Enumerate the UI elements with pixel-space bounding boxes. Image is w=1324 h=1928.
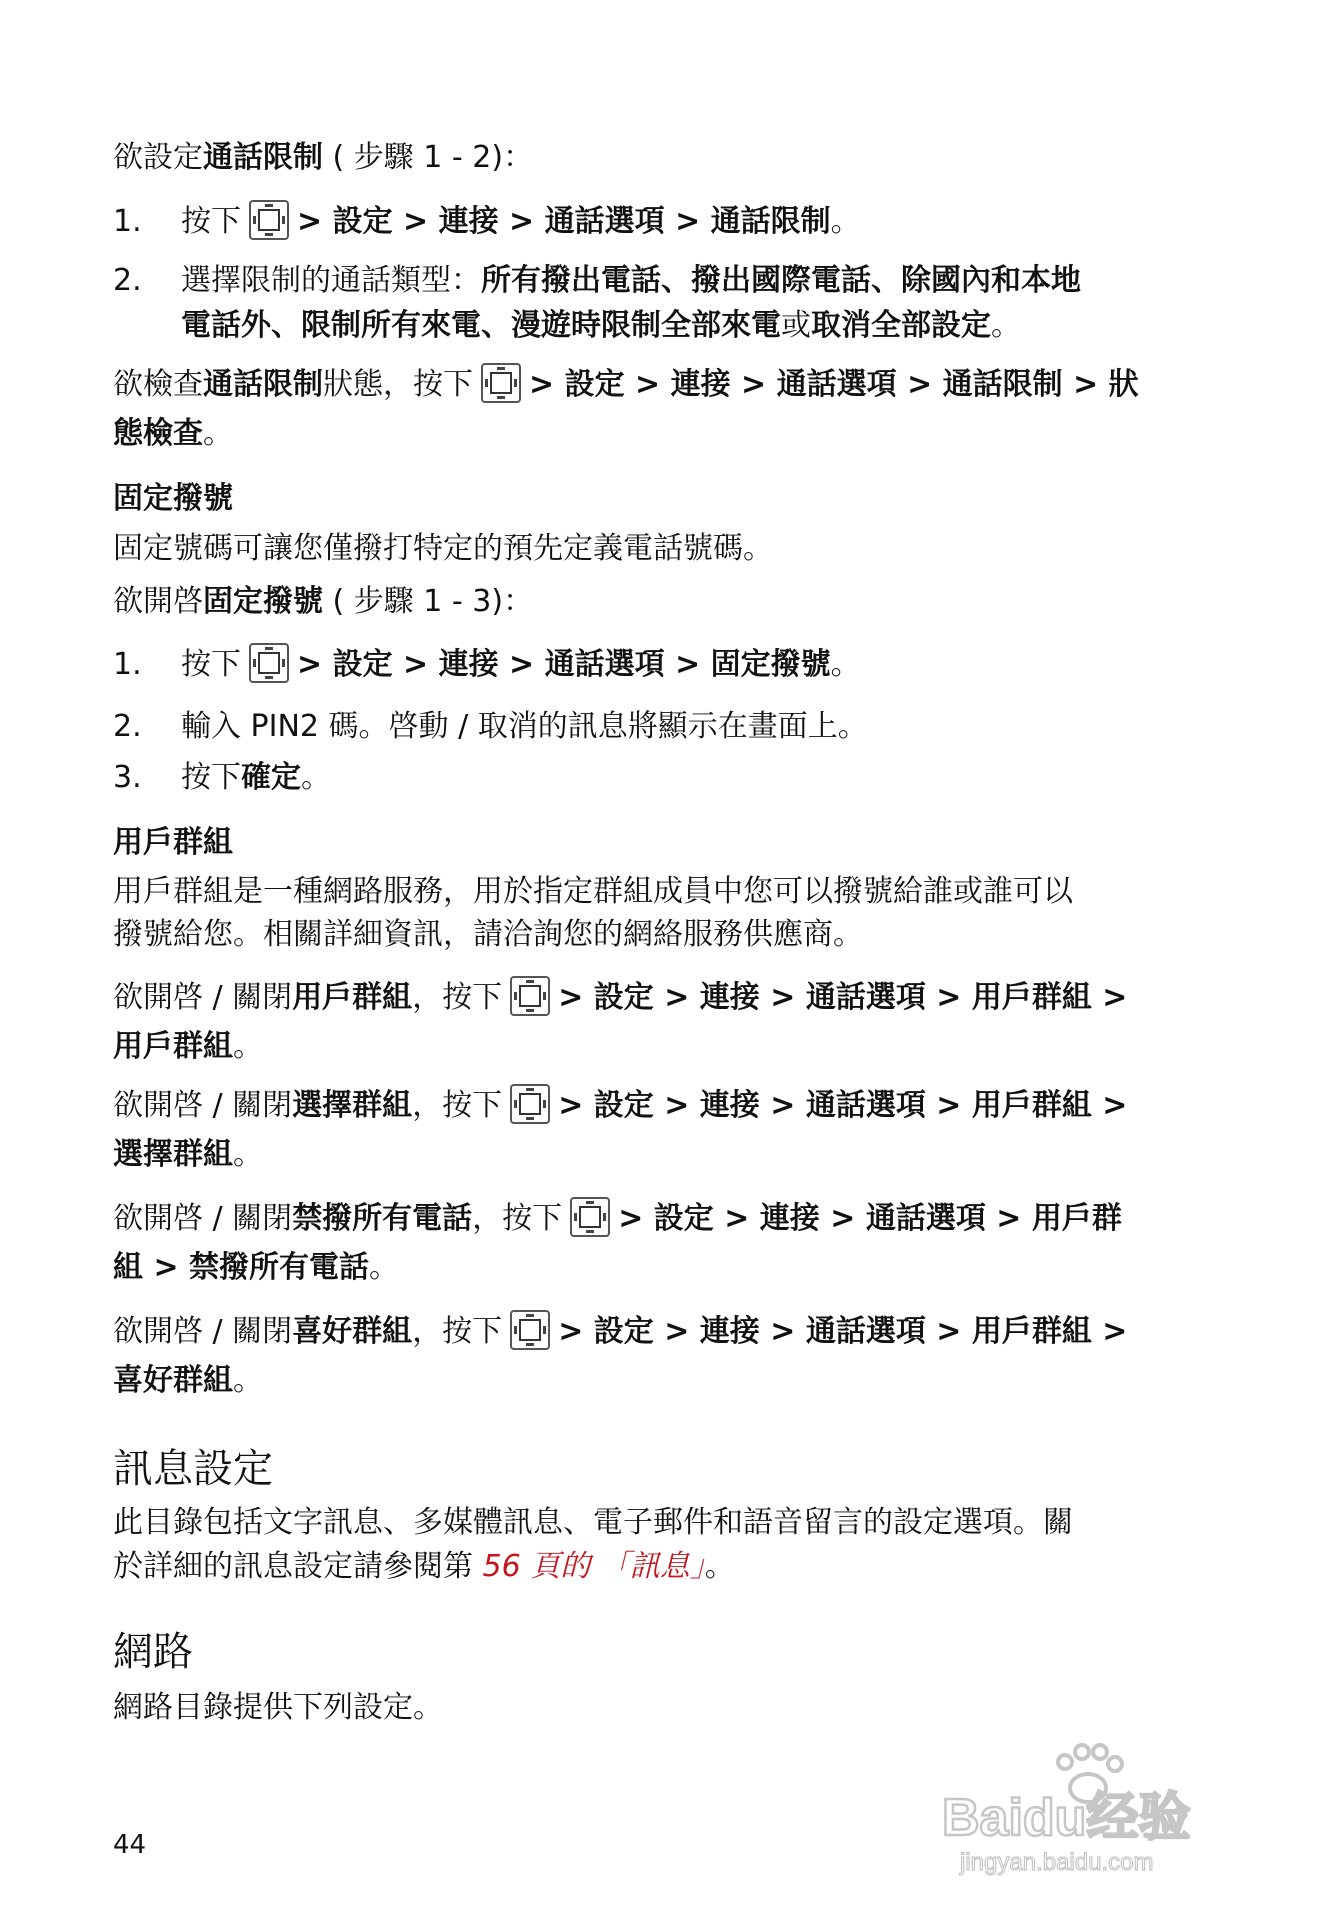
text: 按下: [181, 647, 241, 682]
bar-all-calls-toggle: [113, 1197, 1122, 1241]
url: jingyan.baidu.com: [960, 1849, 1154, 1876]
text: 。: [991, 308, 1021, 343]
call-barring-step-1: [181, 200, 861, 244]
user-group-heading: 用戶群組: [113, 825, 233, 860]
network-heading: 網路: [113, 1629, 193, 1675]
fixed-dialing-heading: 固定撥號: [113, 481, 233, 516]
text-bold: 組 > 禁撥所有電話: [113, 1250, 370, 1285]
text-bold: > 設定 > 連接 > 通話選項 > 通話限制 > 狀: [529, 367, 1139, 402]
text-bold: 選擇群組: [292, 1088, 413, 1123]
menu-key-icon: [249, 643, 289, 683]
text: 欲開啓 / 關閉: [113, 1088, 293, 1123]
text: 或: [781, 308, 811, 343]
text-bold: 通話限制: [203, 367, 323, 402]
fixed-dialing-desc: 固定號碼可讓您僅撥打特定的預先定義電話號碼。: [113, 531, 773, 566]
text-bold: 禁撥所有電話: [292, 1201, 473, 1236]
favorite-group-toggle: [113, 1310, 1127, 1354]
text: ，按下: [412, 1088, 503, 1123]
text-bold: > 設定 > 連接 > 通話選項 > 通話限制: [297, 204, 831, 239]
text: 選擇限制的通話類型：: [181, 263, 481, 298]
step-number: 3.: [113, 760, 142, 795]
text: 。: [233, 1363, 263, 1398]
fixed-dialing-step-3: [181, 756, 331, 800]
text: 按下: [181, 204, 241, 239]
call-barring-step-2-cont: [181, 304, 1021, 348]
text-bold: 取消全部設定: [811, 308, 991, 343]
text: 。: [203, 416, 233, 451]
menu-key-icon: [510, 1310, 550, 1350]
menu-key-icon: [570, 1197, 610, 1237]
text: 。: [369, 1250, 400, 1285]
select-group-toggle: [113, 1084, 1127, 1128]
text: ，按下: [412, 1314, 503, 1349]
text: 欲開啓: [113, 584, 203, 619]
text-bold: > 設定 > 連接 > 通話選項 > 用戶群: [618, 1201, 1122, 1236]
message-settings-desc-2: [113, 1545, 735, 1589]
user-group-toggle-cont: [113, 1025, 263, 1069]
text: ( 步驟 1 - 2)：: [323, 140, 534, 175]
text: 狀態，按下: [323, 367, 473, 402]
text-bold: > 設定 > 連接 > 通話選項 > 固定撥號: [297, 647, 831, 682]
fixed-dialing-step-1: [181, 643, 861, 687]
menu-key-icon: [249, 200, 289, 240]
step-number: 1.: [113, 647, 142, 682]
page-number: 44: [113, 1830, 147, 1860]
text-bold: > 設定 > 連接 > 通話選項 > 用戶群組 >: [558, 980, 1128, 1015]
step-number: 1.: [113, 204, 142, 239]
call-barring-step-2: [181, 259, 1081, 303]
menu-key-icon: [510, 1084, 550, 1124]
text-bold: 喜好群組: [113, 1363, 233, 1398]
user-group-desc-2: 撥號給您。相關詳細資訊，請洽詢您的網絡服務供應商。: [113, 917, 863, 952]
message-settings-desc-1: 此目錄包括文字訊息、多媒體訊息、電子郵件和語音留言的設定選項。關: [113, 1505, 1073, 1540]
user-group-toggle: [113, 976, 1127, 1020]
fixed-dialing-step-2: 輸入 PIN2 碼。啓動 / 取消的訊息將顯示在畫面上。: [181, 709, 868, 744]
text: 。: [704, 1549, 735, 1584]
text-bold: 選擇群組: [113, 1137, 233, 1172]
text-bold: 用戶群組: [113, 1029, 233, 1064]
text: 。: [830, 647, 861, 682]
text-bold: 通話限制: [203, 140, 323, 175]
text: 於詳細的訊息設定請參閱第: [113, 1549, 483, 1584]
call-barring-check-cont: [113, 412, 233, 456]
text: ，按下: [412, 980, 503, 1015]
step-number: 2.: [113, 263, 142, 298]
cross-reference-link[interactable]: 56 頁的 「訊息」: [482, 1549, 705, 1584]
call-barring-check: [113, 363, 1139, 407]
call-barring-intro: [113, 136, 533, 180]
text-bold: 確定: [241, 760, 301, 795]
text: ，按下: [472, 1201, 563, 1236]
text-bold: 喜好群組: [292, 1314, 413, 1349]
step-number: 2.: [113, 709, 142, 744]
text-bold: 電話外、限制所有來電、漫遊時限制全部來電: [181, 308, 781, 343]
user-group-desc-1: 用戶群組是一種網路服務，用於指定群組成員中您可以撥號給誰或誰可以: [113, 874, 1073, 909]
menu-key-icon: [481, 363, 521, 403]
text: 欲開啓 / 關閉: [113, 1201, 293, 1236]
favorite-group-toggle-cont: [113, 1359, 263, 1403]
menu-key-icon: [510, 976, 550, 1016]
text-bold: 所有撥出電話、撥出國際電話、除國內和本地: [481, 263, 1081, 298]
text-bold: > 設定 > 連接 > 通話選項 > 用戶群組 >: [558, 1314, 1128, 1349]
message-settings-heading: 訊息設定: [113, 1446, 273, 1492]
select-group-toggle-cont: [113, 1133, 263, 1177]
baidu-watermark: [940, 1740, 1240, 1880]
fixed-dialing-intro: [113, 580, 533, 624]
text-bold: 態檢查: [113, 416, 203, 451]
text: 。: [233, 1029, 263, 1064]
text: ( 步驟 1 - 3)：: [323, 584, 534, 619]
text: 。: [233, 1137, 263, 1172]
bar-all-calls-toggle-cont: [113, 1246, 399, 1290]
network-desc: 網路目錄提供下列設定。: [113, 1690, 443, 1725]
text-bold: > 設定 > 連接 > 通話選項 > 用戶群組 >: [558, 1088, 1128, 1123]
text: 按下: [181, 760, 241, 795]
brand: Baidu经验: [942, 1789, 1191, 1847]
text: 欲開啓 / 關閉: [113, 1314, 293, 1349]
text: 。: [830, 204, 861, 239]
text: 。: [301, 760, 331, 795]
text: 欲設定: [113, 140, 203, 175]
text: 欲檢查: [113, 367, 203, 402]
text: 欲開啓 / 關閉: [113, 980, 293, 1015]
text-bold: 固定撥號: [203, 584, 323, 619]
text-bold: 用戶群組: [292, 980, 413, 1015]
paw-logo: [940, 1740, 1240, 1880]
